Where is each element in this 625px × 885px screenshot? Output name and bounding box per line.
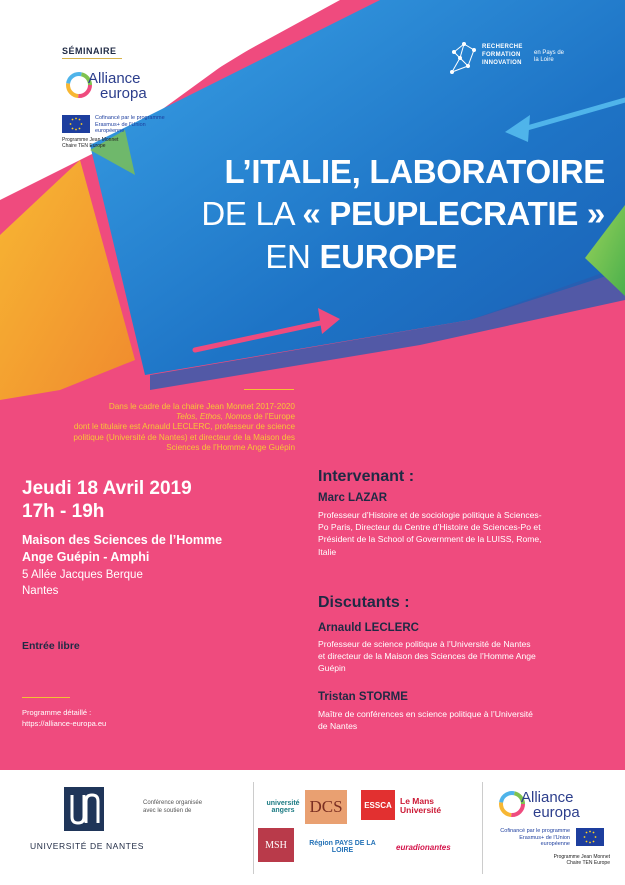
divider <box>62 58 122 59</box>
europa-text: europa <box>533 804 580 821</box>
discutant-name: Arnauld LECLERC <box>318 622 419 634</box>
erasmus-footer-logo <box>490 828 615 868</box>
alliance-text: Alliance <box>521 789 574 806</box>
discutant-name: Tristan STORME <box>318 691 408 703</box>
universite-angers-logo: université angers <box>266 800 300 814</box>
poster-title <box>201 152 605 278</box>
rfi-logo <box>446 38 566 83</box>
lemans-line: Le Mans <box>400 796 435 806</box>
europa-text: europa <box>100 85 147 102</box>
essca-logo: ESSCA <box>361 790 395 820</box>
divider <box>22 697 70 698</box>
program-label: Programme détaillé : <box>22 708 92 717</box>
alliance-text: Alliance <box>88 70 141 87</box>
address-line-2: Nantes <box>22 585 59 597</box>
erasmus-subtitle: Programme Jean Monnet Chaire TEN Europe <box>553 854 610 866</box>
erasmus-text: Cofinancé par le programme Erasmus+ de l'Union européenne <box>500 828 570 847</box>
lemans-line: Université <box>400 805 442 815</box>
title-line-1: L’ITALIE, LABORATOIRE <box>224 153 605 190</box>
venue-line-2: Ange Guépin - Amphi <box>22 550 150 564</box>
alliance-europa-footer-logo <box>495 785 605 825</box>
speaker-desc <box>318 509 608 558</box>
desc-line: Maître de conférences en science politique à l’Université <box>318 709 533 719</box>
desc-line: Po Paris, Directeur du Centre d’Histoire de Sciences-Po et <box>318 522 541 533</box>
seminar-label: SÉMINAIRE <box>62 46 117 56</box>
desc-line: de Nantes <box>318 721 358 732</box>
divider <box>253 782 254 874</box>
event-time: 17h - 19h <box>22 501 105 522</box>
msh-logo: MSH <box>258 828 294 862</box>
chair-context <box>35 402 295 453</box>
context-line: dont le titulaire est Arnauld LECLERC, professeur de science <box>73 422 295 432</box>
le-mans-universite-logo <box>400 792 470 820</box>
title-line-3-prefix: EN <box>265 238 320 275</box>
program-link[interactable]: https://alliance-europa.eu <box>22 719 107 728</box>
address-line-1: 5 Allée Jacques Berque <box>22 569 143 581</box>
title-line-2-prefix: DE LA <box>201 195 303 232</box>
alliance-europa-logo <box>62 66 172 106</box>
event-date: Jeudi 18 Avril 2019 <box>22 478 192 499</box>
erasmus-logo <box>62 115 182 155</box>
eu-flag-icon <box>576 828 604 846</box>
euradionantes-logo: euradionantes <box>396 842 451 852</box>
conf-line: avec le soutien de <box>143 808 192 814</box>
desc-line: Guépin <box>318 663 346 674</box>
erasmus-subtitle: Programme Jean Monnet Chaire TEN Europe <box>62 137 119 149</box>
context-line <box>35 412 295 422</box>
pays-de-la-loire-logo: Région PAYS DE LA LOIRE <box>309 840 376 854</box>
title-line-3-bold: EUROPE <box>319 238 458 275</box>
desc-line: Professeur d’Histoire et de sociologie politique à Sciences- <box>318 510 542 520</box>
entry-label: Entrée libre <box>22 640 80 652</box>
network-icon <box>446 38 480 80</box>
dcs-logo: DCS <box>305 790 347 824</box>
title-line-3 <box>201 236 605 278</box>
context-rest: de l’Europe <box>251 412 295 422</box>
context-line: Dans le cadre de la chaire Jean Monnet 2017-2020 <box>108 402 295 411</box>
universite-nantes-icon <box>64 787 104 831</box>
desc-line: et directeur de la Maison des Sciences de l’Homme Ange <box>318 651 536 662</box>
conf-line: Conférence organisée <box>143 800 203 806</box>
context-italic: Telos, Ethos, Nomos <box>176 412 252 422</box>
speaker-name: Marc LAZAR <box>318 492 388 504</box>
intervenant-heading: Intervenant : <box>318 468 415 485</box>
context-line: Sciences de l’Homme Ange Guépin <box>166 442 295 452</box>
eu-flag-icon <box>62 115 90 133</box>
title-line-2 <box>201 192 605 236</box>
discutants-heading: Discutants : <box>318 594 410 611</box>
discutant-desc <box>318 638 608 675</box>
rfi-region: en Pays de la Loire <box>534 50 565 63</box>
footer <box>0 770 625 885</box>
discutant-desc <box>318 708 608 732</box>
divider <box>244 389 294 390</box>
title-line-2-bold: « PEUPLECRATIE » <box>302 195 605 232</box>
rfi-text: RECHERCHE FORMATION INNOVATION <box>482 44 523 66</box>
universite-nantes-name: UNIVERSITÉ DE NANTES <box>30 841 145 851</box>
erasmus-text: Cofinancé par le programme Erasmus+ de l'Union européenne <box>95 115 165 134</box>
divider <box>482 782 483 874</box>
desc-line: Professeur de science politique à l’Université de Nantes <box>318 639 531 649</box>
venue-line-1: Maison des Sciences de l’Homme <box>22 533 223 547</box>
context-line: politique (Université de Nantes) et directeur de la Maison des <box>73 432 295 442</box>
desc-line: Italie <box>318 546 337 557</box>
desc-line: Président de la School of Government de la LUISS, Rome, <box>318 534 542 545</box>
conference-support-text <box>143 799 202 815</box>
